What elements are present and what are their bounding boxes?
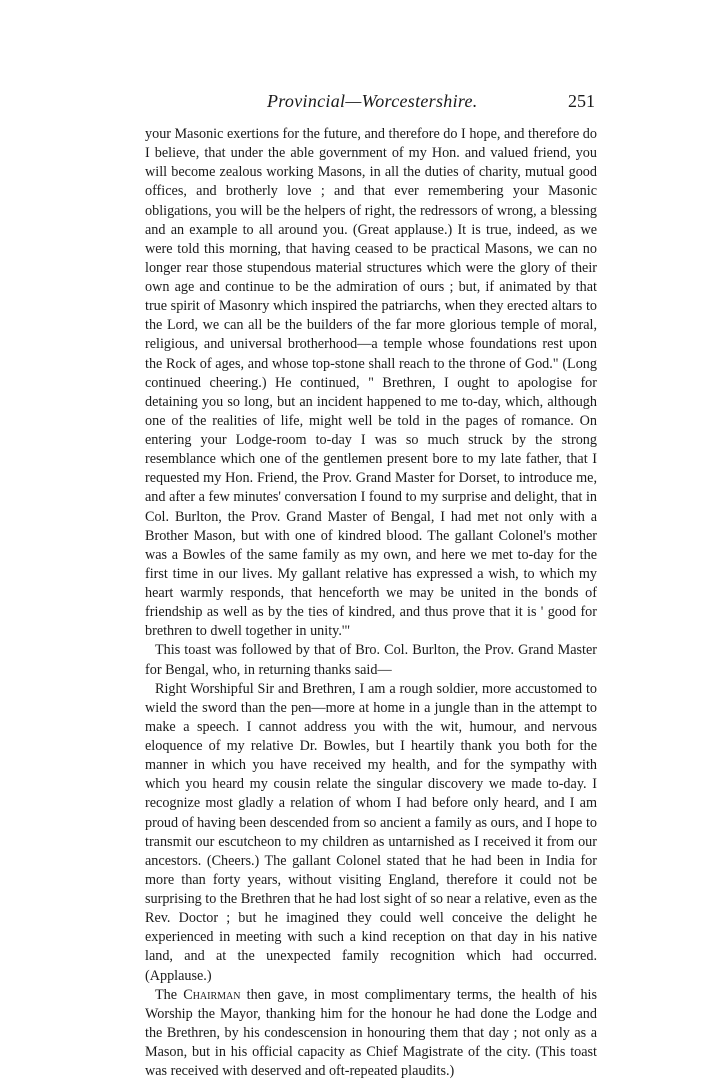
page-number: 251 — [568, 91, 595, 111]
paragraph-burlton-reply: Right Worshipful Sir and Brethren, I am a rough soldier, more accustomed to wield the sword than the pen—more at home in a jungle than in the attempt to make a speech. I cannot address you with the wit, humour, and nervous eloquence of my relative Dr. Bowles, but I heartily thank you both for the manner in which you have received my health, and for the sympathy with which you heard my cousin relate the singular discovery we made to-day. I recognize most gladly a relation of whom I had before only heard, and I am proud of having been descended from so ancient a family as ours, and I hope to transmit our escutcheon to my children as untarnished as I received it from our ancestors. (Cheers.) The gallant Colonel stated that he had been in India for more than forty years, without visiting England, therefore it could not be surprising to the Brethren that he had lost sight of so near a relative, even as the Rev. Doctor ; but he imagined they could well conceive the delight he experienced in meeting with such a kind reception on that day in his native land, and at the unexpected family recognition which had occurred. (Applause.) — [145, 680, 597, 984]
chairman-smallcaps: Chairman — [183, 986, 241, 1003]
paragraph-chairman-toast — [145, 986, 597, 1081]
body-text — [145, 125, 597, 1081]
paragraph-speech-continuation: your Masonic exertions for the future, and therefore do I hope, and therefore do I believe, that under the able government of my Hon. and valued friend, you will become zealous working Masons, in all the duties of charity, mutual good offices, and brotherly love ; and that ever remembering your Masonic obligations, you will be the helpers of right, the redressors of wrong, a blessing and an example to all around you. (Great applause.) It is true, indeed, as we were told this morning, that having ceased to be practical Masons, we can no longer rear those stupendous material structures which were the glory of their own age and continue to be the admiration of ours ; but, if animated by that true spirit of Masonry which inspired the patriarchs, when they erected altars to the Lord, we can all be the builders of the far more glorious temple of moral, religious, and universal brotherhood—a temple whose foundations rest upon the Rock of ages, and whose top-stone shall reach to the throne of God." (Long continued cheering.) He continued, " Brethren, I ought to apologise for detaining you so long, but an incident happened to me to-day, which, although one of the realities of life, might well be told in the pages of romance. On entering your Lodge-room to-day I was so much struck by the strong resemblance which one of the gentlemen present bore to my late father, that I requested my Hon. Friend, the Prov. Grand Master for Dorset, to introduce me, and after a few minutes' conversation I found to my surprise and delight, that in Col. Burlton, the Prov. Grand Master of Bengal, I had met not only with a Brother Mason, but with one of kindred blood. The gallant Colonel's mother was a Bowles of the same family as my own, and here we met to-day for the first time in our lives. My gallant relative has expressed a wish, to which my heart warmly responds, that henceforth we may be united in the bonds of friendship as well as by the ties of kindred, and thus prove that it is ' good for brethren to dwell together in unity.'" — [145, 126, 597, 640]
running-title: Provincial—Worcestershire. — [267, 91, 478, 111]
page-header — [145, 91, 595, 115]
paragraph-toast-burlton: This toast was followed by that of Bro. Col. Burlton, the Prov. Grand Master for Bengal, who, in returning thanks said— — [145, 642, 597, 678]
paragraph-lead: The — [155, 986, 184, 1003]
paragraph-rest: then gave, in most complimentary terms, the health of his Worship the Mayor, thanking him for the honour he had done the Lodge and the Brethren, by his condescension in honouring them that day ; not only as a Mason, but in his official capacity as Chief Magistrate of the city. (This toast was received with deserved and oft-repeated plaudits.) — [145, 986, 597, 1080]
